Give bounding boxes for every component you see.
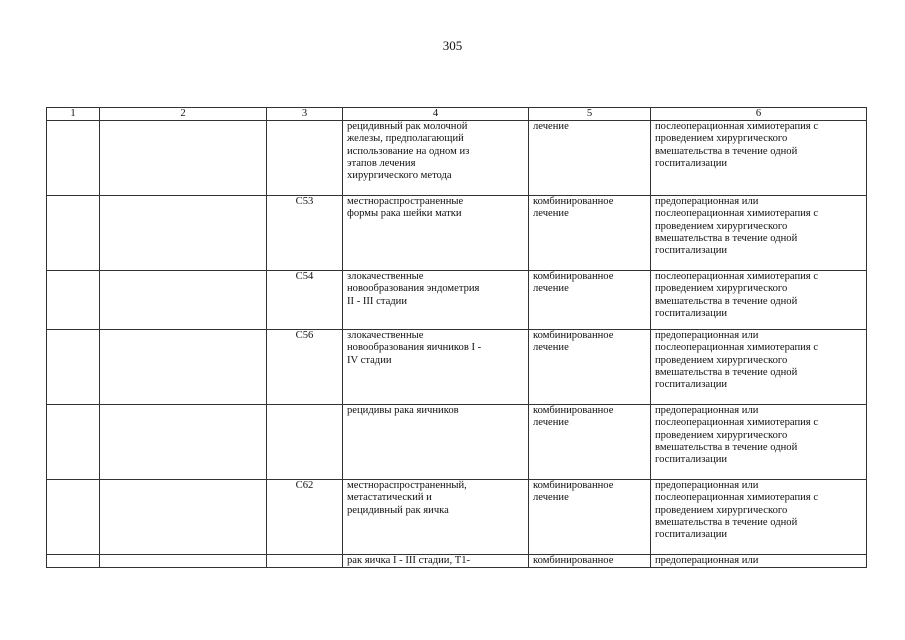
cell-group — [47, 480, 100, 555]
table-row — [47, 196, 867, 271]
cell-method: послеоперационная химиотерапия с проведением хирургического вмешательства в течение одной госпитализации — [651, 121, 867, 196]
cell-group — [47, 555, 100, 568]
column-header-4: 4 — [343, 108, 529, 121]
cell-group — [47, 121, 100, 196]
cell-group — [47, 271, 100, 330]
cell-group — [47, 196, 100, 271]
table-row — [47, 330, 867, 405]
cell-group — [47, 405, 100, 480]
column-header-1: 1 — [47, 108, 100, 121]
cell-method: предоперационная или послеоперационная химиотерапия с проведением хирургического вмешательства в течение одной госпитализации — [651, 196, 867, 271]
cell-treatment-type: комбинированное — [529, 555, 651, 568]
table-row — [47, 555, 867, 568]
cell-name — [100, 330, 267, 405]
cell-treatment-type: лечение — [529, 121, 651, 196]
cell-method: предоперационная или послеоперационная химиотерапия с проведением хирургического вмешательства в течение одной госпитализации — [651, 405, 867, 480]
cell-diagnosis: рецидивы рака яичников — [343, 405, 529, 480]
table-row — [47, 121, 867, 196]
cell-diagnosis: злокачественные новообразования яичников I - IV стадии — [343, 330, 529, 405]
page-number: 305 — [442, 38, 463, 53]
cell-treatment-type: комбинированное лечение — [529, 480, 651, 555]
cell-icd-code — [267, 121, 343, 196]
column-header-3: 3 — [267, 108, 343, 121]
table-header-row — [47, 108, 867, 121]
cell-icd-code: C53 — [267, 196, 343, 271]
cell-name — [100, 196, 267, 271]
cell-method: предоперационная или послеоперационная химиотерапия с проведением хирургического вмешательства в течение одной госпитализации — [651, 330, 867, 405]
cell-diagnosis: рецидивный рак молочной железы, предполагающий использование на одном из этапов лечения хирургического метода — [343, 121, 529, 196]
cell-name — [100, 121, 267, 196]
cell-method: послеоперационная химиотерапия с проведением хирургического вмешательства в течение одной госпитализации — [651, 271, 867, 330]
cell-icd-code — [267, 555, 343, 568]
cell-treatment-type: комбинированное лечение — [529, 405, 651, 480]
cell-method: предоперационная или послеоперационная химиотерапия с проведением хирургического вмешательства в течение одной госпитализации — [651, 480, 867, 555]
cell-name — [100, 480, 267, 555]
cell-icd-code — [267, 405, 343, 480]
cell-treatment-type: комбинированное лечение — [529, 271, 651, 330]
cell-diagnosis: рак яичка I - III стадии, T1- — [343, 555, 529, 568]
column-header-6: 6 — [651, 108, 867, 121]
cell-name — [100, 405, 267, 480]
table-row — [47, 271, 867, 330]
cell-group — [47, 330, 100, 405]
cell-treatment-type: комбинированное лечение — [529, 330, 651, 405]
cell-diagnosis: местнораспространенные формы рака шейки матки — [343, 196, 529, 271]
column-header-2: 2 — [100, 108, 267, 121]
cell-diagnosis: местнораспространенный, метастатический и рецидивный рак яичка — [343, 480, 529, 555]
cell-diagnosis: злокачественные новообразования эндометрия II - III стадии — [343, 271, 529, 330]
table-row — [47, 480, 867, 555]
table-row — [47, 405, 867, 480]
cell-name — [100, 271, 267, 330]
cell-icd-code: C54 — [267, 271, 343, 330]
cell-method: предоперационная или — [651, 555, 867, 568]
cell-icd-code: C62 — [267, 480, 343, 555]
cell-icd-code: C56 — [267, 330, 343, 405]
treatment-table — [46, 107, 867, 568]
column-header-5: 5 — [529, 108, 651, 121]
cell-name — [100, 555, 267, 568]
cell-treatment-type: комбинированное лечение — [529, 196, 651, 271]
